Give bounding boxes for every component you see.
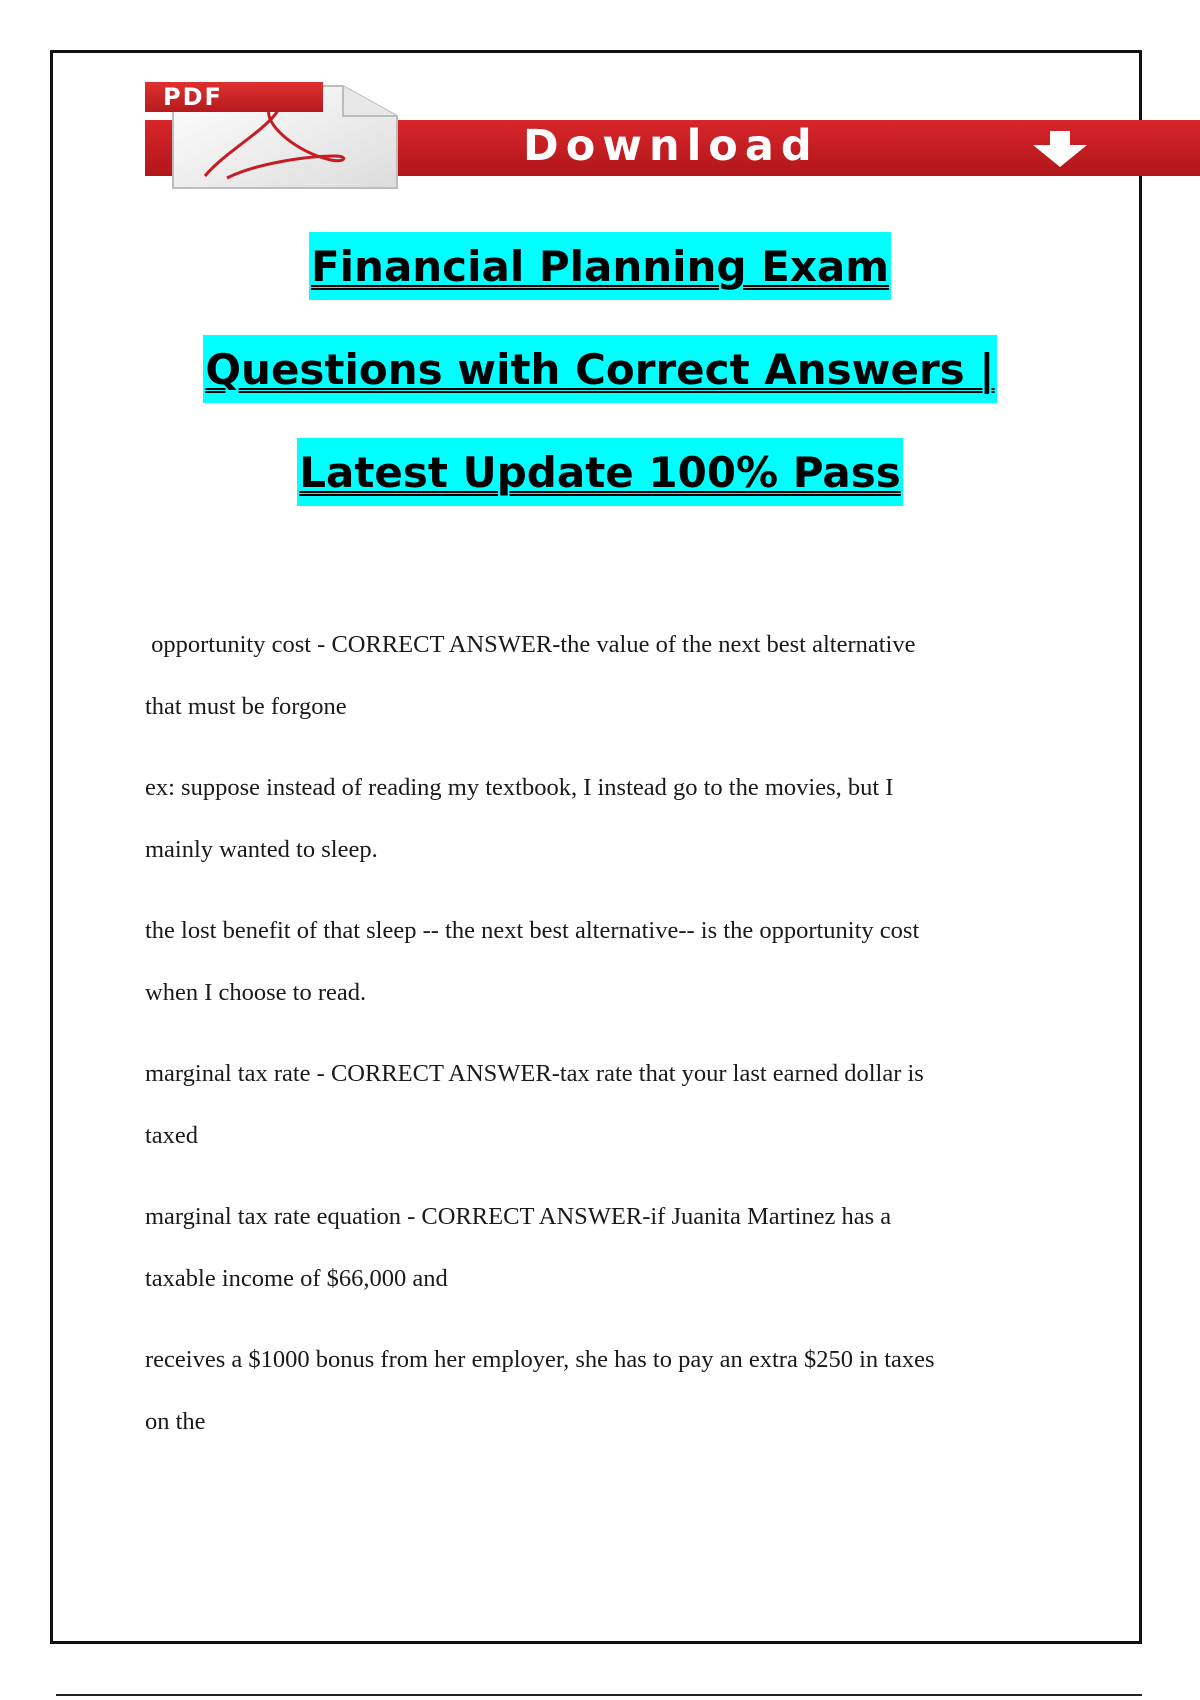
text-line: marginal tax rate - CORRECT ANSWER-tax rate that your last earned dollar is (145, 1060, 924, 1087)
text-line: marginal tax rate equation - CORRECT ANSWER-if Juanita Martinez has a (145, 1203, 892, 1230)
text-line: that must be forgone (145, 693, 347, 720)
paragraph (145, 1043, 1025, 1167)
text-line: on the (145, 1408, 206, 1435)
title-line-3: Latest Update 100% Pass (297, 438, 903, 506)
title-line-2: Questions with Correct Answers | (203, 335, 996, 403)
pdf-tab (145, 82, 323, 112)
text-line: ex: suppose instead of reading my textbook, I instead go to the movies, but I (145, 774, 894, 801)
paragraph (145, 757, 1025, 881)
document-title (0, 232, 1200, 541)
text-line: receives a $1000 bonus from her employer, she has to pay an extra $250 in taxes (145, 1346, 935, 1373)
paragraph (145, 614, 1025, 738)
text-line: opportunity cost - CORRECT ANSWER-the value of the next best alternative (145, 631, 916, 658)
paragraph (145, 1329, 1025, 1453)
download-banner[interactable] (145, 82, 1200, 182)
text-line: taxable income of $66,000 and (145, 1265, 448, 1292)
download-arrow-icon[interactable] (1025, 129, 1095, 169)
text-line: mainly wanted to sleep. (145, 836, 378, 863)
text-line: the lost benefit of that sleep -- the next best alternative-- is the opportunity cost (145, 917, 920, 944)
text-line: when I choose to read. (145, 979, 367, 1006)
pdf-label: PDF (163, 83, 223, 111)
title-line-1: Financial Planning Exam (309, 232, 891, 300)
bottom-rule (56, 1694, 1142, 1696)
download-label[interactable]: Download (523, 121, 819, 171)
text-line: taxed (145, 1122, 199, 1149)
paragraph (145, 1186, 1025, 1310)
pdf-file-icon (145, 82, 405, 190)
paragraph (145, 900, 1025, 1024)
document-body (145, 614, 1025, 1453)
